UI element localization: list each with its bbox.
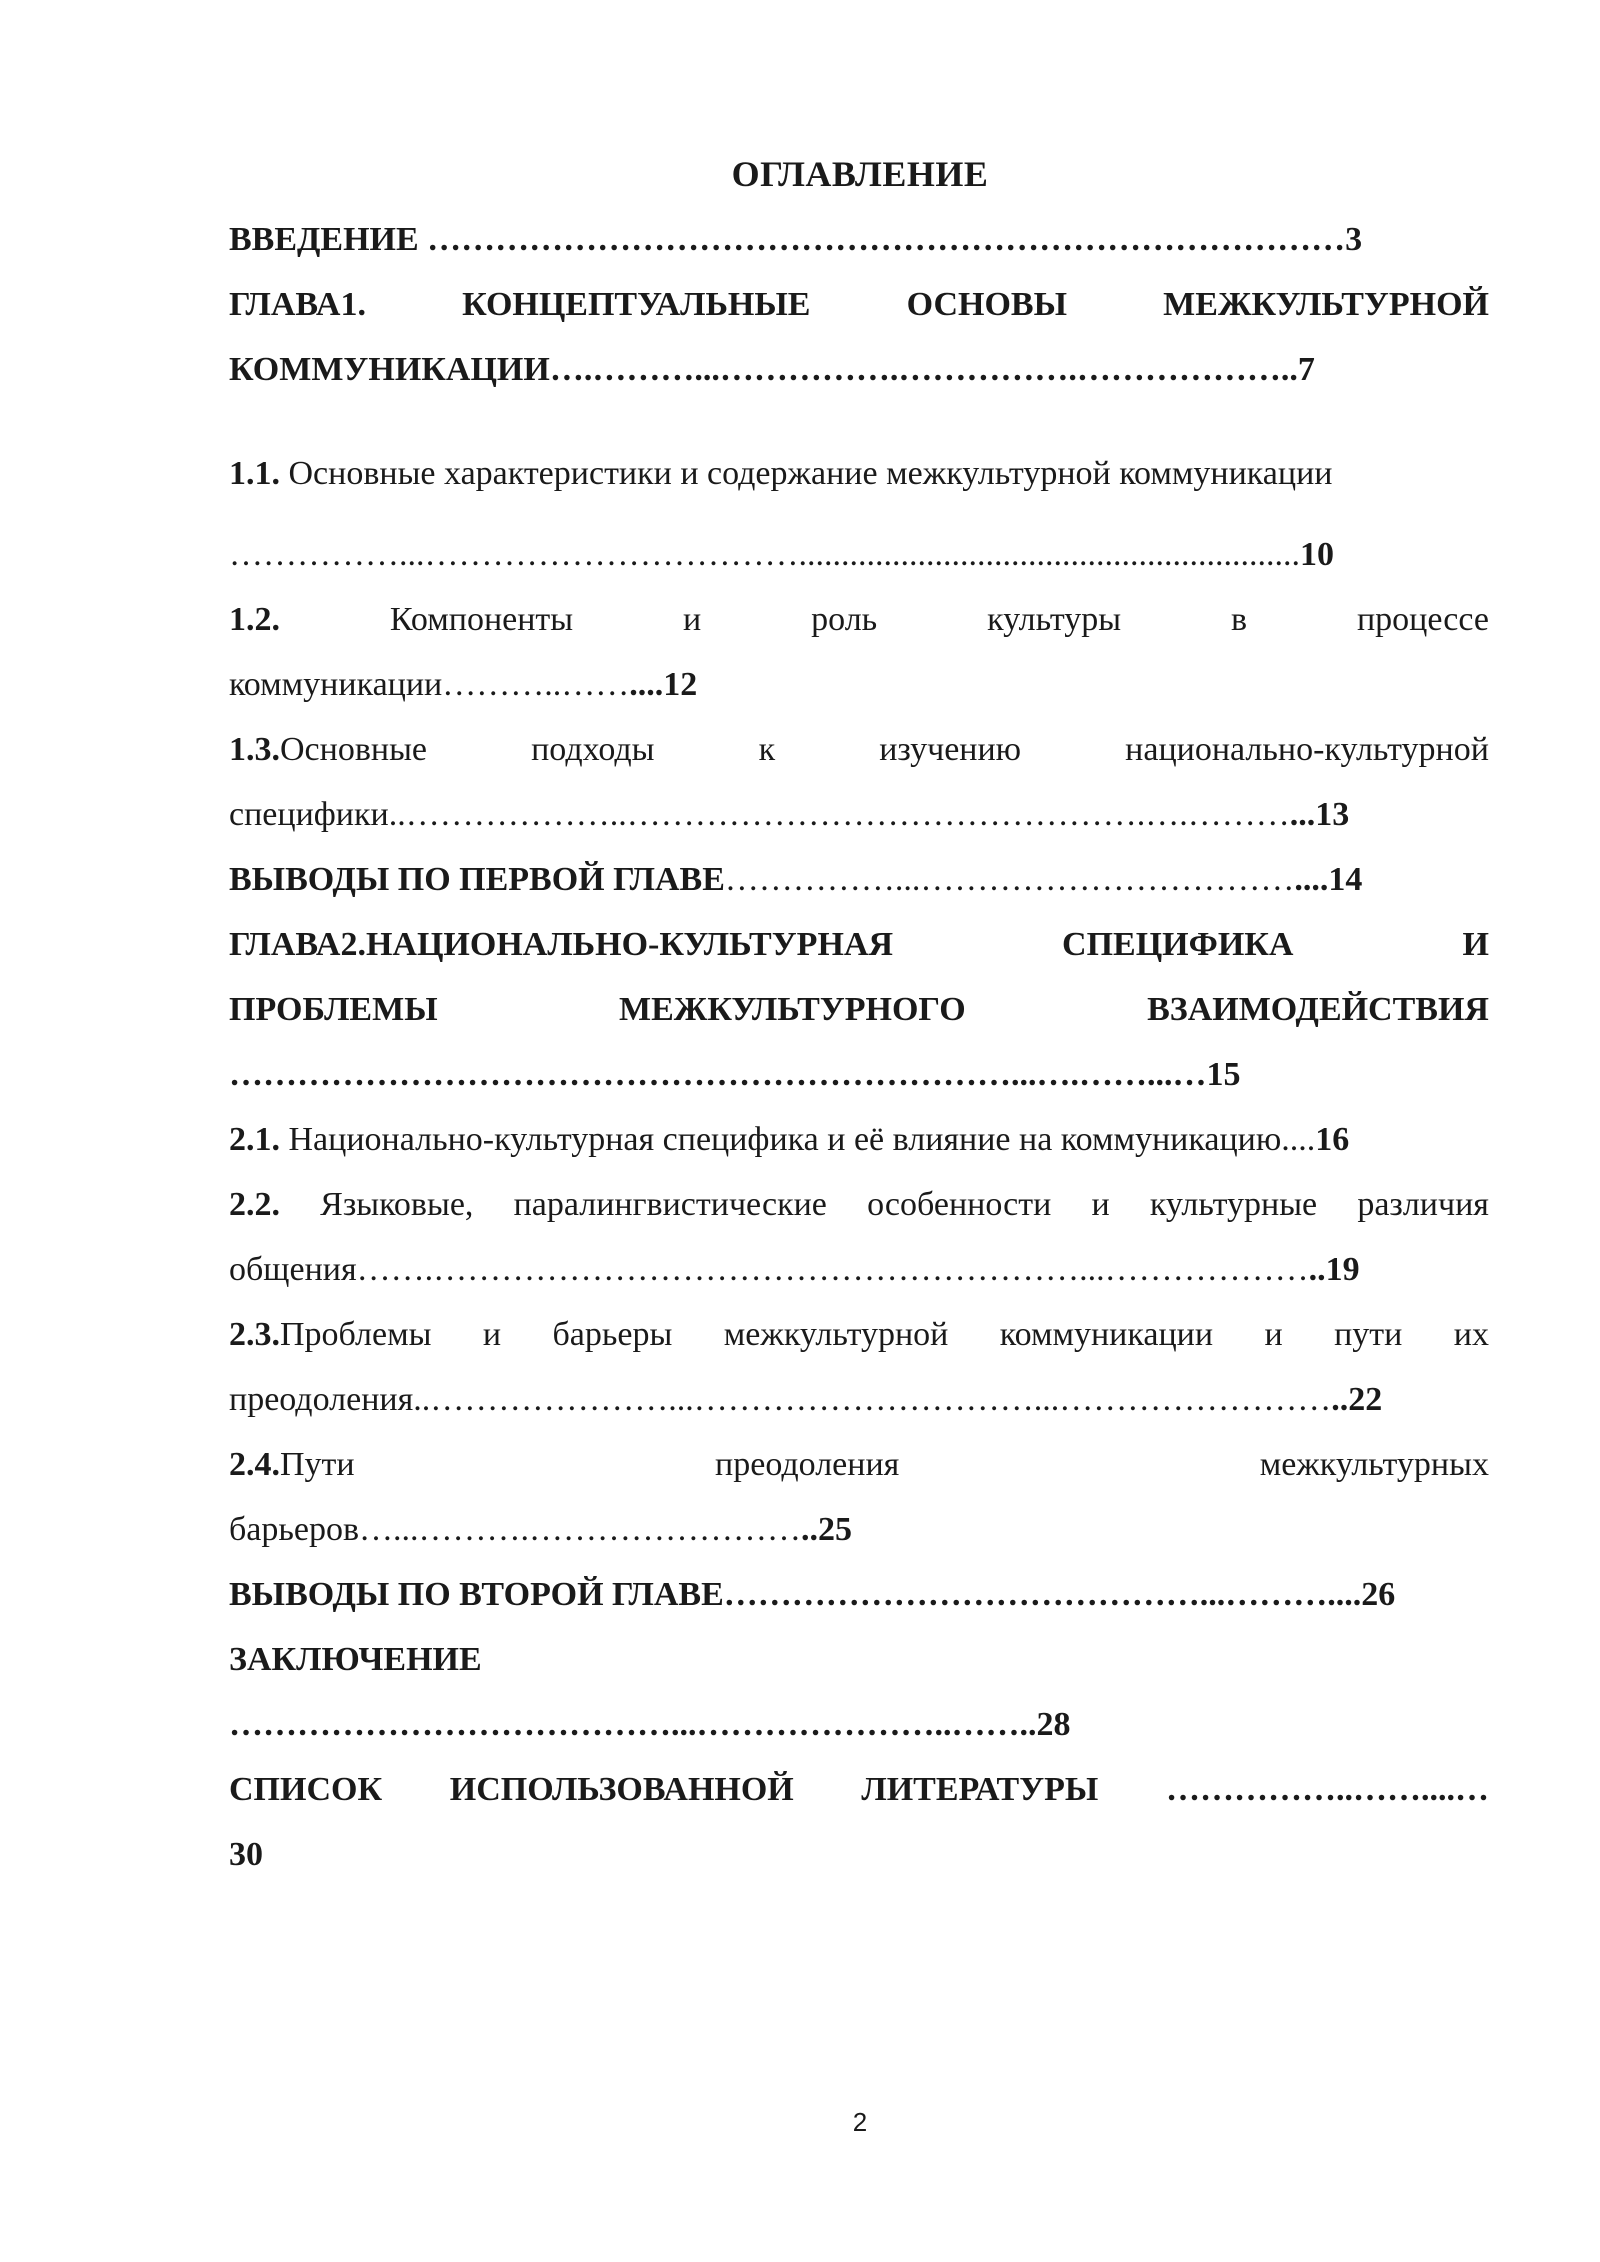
- page-ref: 10: [1300, 536, 1334, 573]
- toc-word: и: [1264, 1316, 1283, 1353]
- toc-entry-1-1-cont[interactable]: [229, 522, 1489, 587]
- toc-word: СПИСОК: [229, 1771, 383, 1808]
- page-ref: ..25: [801, 1511, 853, 1548]
- section-number: 2.4.: [229, 1446, 280, 1483]
- section-number: 2.1.: [229, 1121, 280, 1158]
- toc-word: коммуникации: [999, 1316, 1214, 1353]
- toc-word: особенности: [867, 1186, 1052, 1223]
- toc-word: преодоления: [715, 1446, 900, 1483]
- toc-word: к: [758, 731, 776, 768]
- leader-dots: специфики..………………..……………………………………….….………: [229, 796, 1290, 833]
- toc-entry-2-3[interactable]: [229, 1302, 1489, 1367]
- section-number: 2.3.: [229, 1316, 280, 1353]
- section-number: 1.3.: [229, 731, 280, 768]
- toc-word: ВЗАИМОДЕЙСТВИЯ: [1147, 991, 1489, 1028]
- toc-word: подходы: [531, 731, 655, 768]
- toc-entry-2-4[interactable]: [229, 1432, 1489, 1497]
- leader-dots: общения…….…………………………………………………...………………: [229, 1251, 1309, 1288]
- toc-word: национально-культурной: [1125, 731, 1489, 768]
- toc-word: роль: [811, 601, 878, 638]
- toc-entry-1-2-cont[interactable]: [229, 652, 1489, 717]
- toc-entry-conclusions-1[interactable]: [229, 847, 1489, 912]
- toc-word: МЕЖКУЛЬТУРНОЙ: [1163, 286, 1489, 323]
- toc-entry-bibliography-page[interactable]: 30: [229, 1836, 263, 1873]
- toc-word: их: [1453, 1316, 1489, 1353]
- page-number: 2: [852, 2107, 868, 2137]
- table-of-contents: [229, 207, 1489, 1887]
- toc-entry-conclusions-2[interactable]: ВЫВОДЫ ПО ВТОРОЙ ГЛАВЕ……………………………………...………....26: [229, 1576, 1396, 1613]
- toc-word: и: [683, 601, 702, 638]
- toc-entry-2-3-cont[interactable]: [229, 1367, 1489, 1432]
- toc-word: Основные: [280, 731, 428, 768]
- section-title: Основные характеристики и содержание межкультурной коммуникации: [280, 455, 1333, 492]
- toc-entry-bibliography[interactable]: [229, 1757, 1489, 1822]
- toc-word: ГЛАВА2.НАЦИОНАЛЬНО-КУЛЬТУРНАЯ: [229, 926, 893, 963]
- page-ref: ..22: [1331, 1381, 1383, 1418]
- toc-word: межкультурной: [723, 1316, 949, 1353]
- toc-word: КОНЦЕПТУАЛЬНЫЕ: [462, 286, 811, 323]
- leader-dots: ……………...……………………………: [724, 861, 1295, 898]
- toc-word: Проблемы: [280, 1316, 432, 1353]
- toc-word: пути: [1334, 1316, 1403, 1353]
- toc-word: в: [1230, 601, 1248, 638]
- toc-entry-2-1[interactable]: [229, 1107, 1489, 1172]
- toc-word: барьеры: [552, 1316, 673, 1353]
- toc-word: паралингвистические: [513, 1186, 827, 1223]
- page-ref: ...13: [1289, 796, 1350, 833]
- page-title: ОГЛАВЛЕНИЕ: [731, 154, 989, 194]
- page-ref: ....14: [1294, 861, 1363, 898]
- section-number: 1.1.: [229, 455, 280, 492]
- toc-word: процессе: [1356, 601, 1489, 638]
- toc-word: и: [482, 1316, 502, 1353]
- toc-entry-2-2[interactable]: [229, 1172, 1489, 1237]
- section-number: 1.2.: [229, 601, 280, 638]
- toc-word: ПРОБЛЕМЫ: [229, 991, 438, 1028]
- toc-word: ГЛАВА1.: [229, 286, 366, 323]
- entry-title: ВЫВОДЫ ПО ПЕРВОЙ ГЛАВЕ: [229, 861, 725, 898]
- toc-word: Языковые,: [320, 1186, 474, 1223]
- leader-dots: преодоления..…………………...…………………………...……………………: [229, 1381, 1332, 1418]
- toc-entry-conclusion[interactable]: ЗАКЛЮЧЕНИЕ: [229, 1641, 482, 1678]
- toc-entry-chapter2-page[interactable]: ……………………………………………………………...….……...…15: [229, 1056, 1241, 1093]
- toc-word: Пути: [280, 1446, 355, 1483]
- toc-entry-1-2[interactable]: [229, 587, 1489, 652]
- leader-dots: барьеров…...……….……………………: [229, 1511, 802, 1548]
- toc-word: изучению: [879, 731, 1022, 768]
- toc-word: различия: [1357, 1186, 1489, 1223]
- toc-word: СПЕЦИФИКА: [1062, 926, 1294, 963]
- toc-word: культуры: [987, 601, 1122, 638]
- toc-word: Компоненты: [389, 601, 574, 638]
- toc-entry-1-1[interactable]: [229, 441, 1489, 506]
- toc-entry-chapter1[interactable]: [229, 272, 1489, 337]
- section-number: 2.2.: [229, 1186, 280, 1223]
- toc-word: ОСНОВЫ: [906, 286, 1067, 323]
- toc-entry-2-4-cont[interactable]: [229, 1497, 1489, 1562]
- toc-entry-2-2-cont[interactable]: [229, 1237, 1489, 1302]
- toc-entry-1-3-cont[interactable]: [229, 782, 1489, 847]
- page-ref: ....12: [629, 666, 698, 703]
- toc-word: межкультурных: [1259, 1446, 1489, 1483]
- toc-entry-chapter2-cont[interactable]: [229, 977, 1489, 1042]
- toc-word: И: [1462, 926, 1489, 963]
- toc-word: и: [1091, 1186, 1110, 1223]
- page-ref: 16: [1315, 1121, 1350, 1158]
- toc-word: ЛИТЕРАТУРЫ: [861, 1771, 1099, 1808]
- toc-entry-1-3[interactable]: [229, 717, 1489, 782]
- page-ref: ..19: [1308, 1251, 1360, 1288]
- toc-entry-conclusion-page[interactable]: …………………………………...…………………..……..28: [229, 1706, 1071, 1743]
- spacer: [229, 402, 1489, 441]
- leader-dots: коммуникации………..……: [229, 666, 630, 703]
- toc-entry-chapter2[interactable]: [229, 912, 1489, 977]
- leader-dots: ……………..……....…: [1165, 1771, 1489, 1808]
- toc-entry-chapter1-cont[interactable]: КОММУНИКАЦИИ….………...…………….…………….………………..7: [229, 351, 1315, 388]
- leader-dots: ……………...……………………………...........................................................: [229, 536, 1300, 573]
- toc-word: МЕЖКУЛЬТУРНОГО: [619, 991, 966, 1028]
- toc-word: культурные: [1149, 1186, 1318, 1223]
- toc-word: ИСПОЛЬЗОВАННОЙ: [449, 1771, 794, 1808]
- section-title: Национально-культурная специфика и её влияние на коммуникацию....: [280, 1121, 1316, 1158]
- toc-entry-intro[interactable]: ВВЕДЕНИЕ ………………………………………………………………………3: [229, 221, 1363, 258]
